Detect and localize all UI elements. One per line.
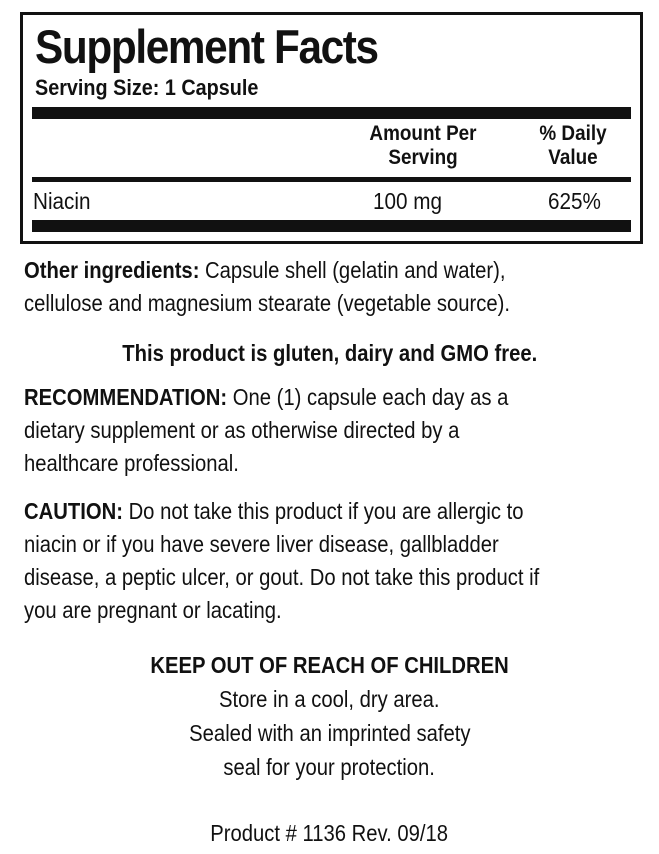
amount-per-serving-header: Amount Per Serving	[369, 122, 477, 169]
recommendation-label: RECOMMENDATION:	[24, 384, 228, 410]
thick-divider	[32, 107, 631, 119]
nutrient-amount: 100 mg	[373, 188, 443, 214]
storage-line-1: Store in a cool, dry area.	[219, 686, 440, 712]
daily-value-header: % Daily Value	[539, 122, 607, 169]
keep-out-of-reach-warning: KEEP OUT OF REACH OF CHILDREN	[150, 652, 509, 678]
medium-divider	[32, 177, 631, 182]
product-number: Product # 1136 Rev. 09/18	[210, 820, 449, 846]
caution-label: CAUTION:	[24, 498, 123, 524]
other-ingredients: Other ingredients: Capsule shell (gelatin and water), cellulose and magnesium stearate (vegetable source).	[24, 257, 511, 316]
recommendation: RECOMMENDATION: One (1) capsule each day as a dietary supplement or as otherwise directed by a healthcare professional.	[24, 384, 509, 476]
bottom-thick-divider	[32, 220, 631, 232]
nutrient-daily-value: 625%	[548, 188, 601, 214]
supplement-facts-panel	[20, 12, 643, 244]
caution: CAUTION: Do not take this product if you are allergic to niacin or if you have severe liver disease, gallbladder disease, a peptic ulcer, or gout. Do not take this product if you are pregnant or lacating.	[24, 498, 540, 623]
other-ingredients-label: Other ingredients:	[24, 257, 200, 283]
storage-line-2: Sealed with an imprinted safety	[188, 720, 471, 746]
nutrient-name: Niacin	[33, 188, 91, 214]
serving-size: Serving Size: 1 Capsule	[35, 75, 259, 100]
allergen-free-statement: This product is gluten, dairy and GMO free.	[122, 340, 537, 366]
storage-line-3: seal for your protection.	[223, 754, 436, 780]
facts-title: Supplement Facts	[35, 20, 378, 73]
